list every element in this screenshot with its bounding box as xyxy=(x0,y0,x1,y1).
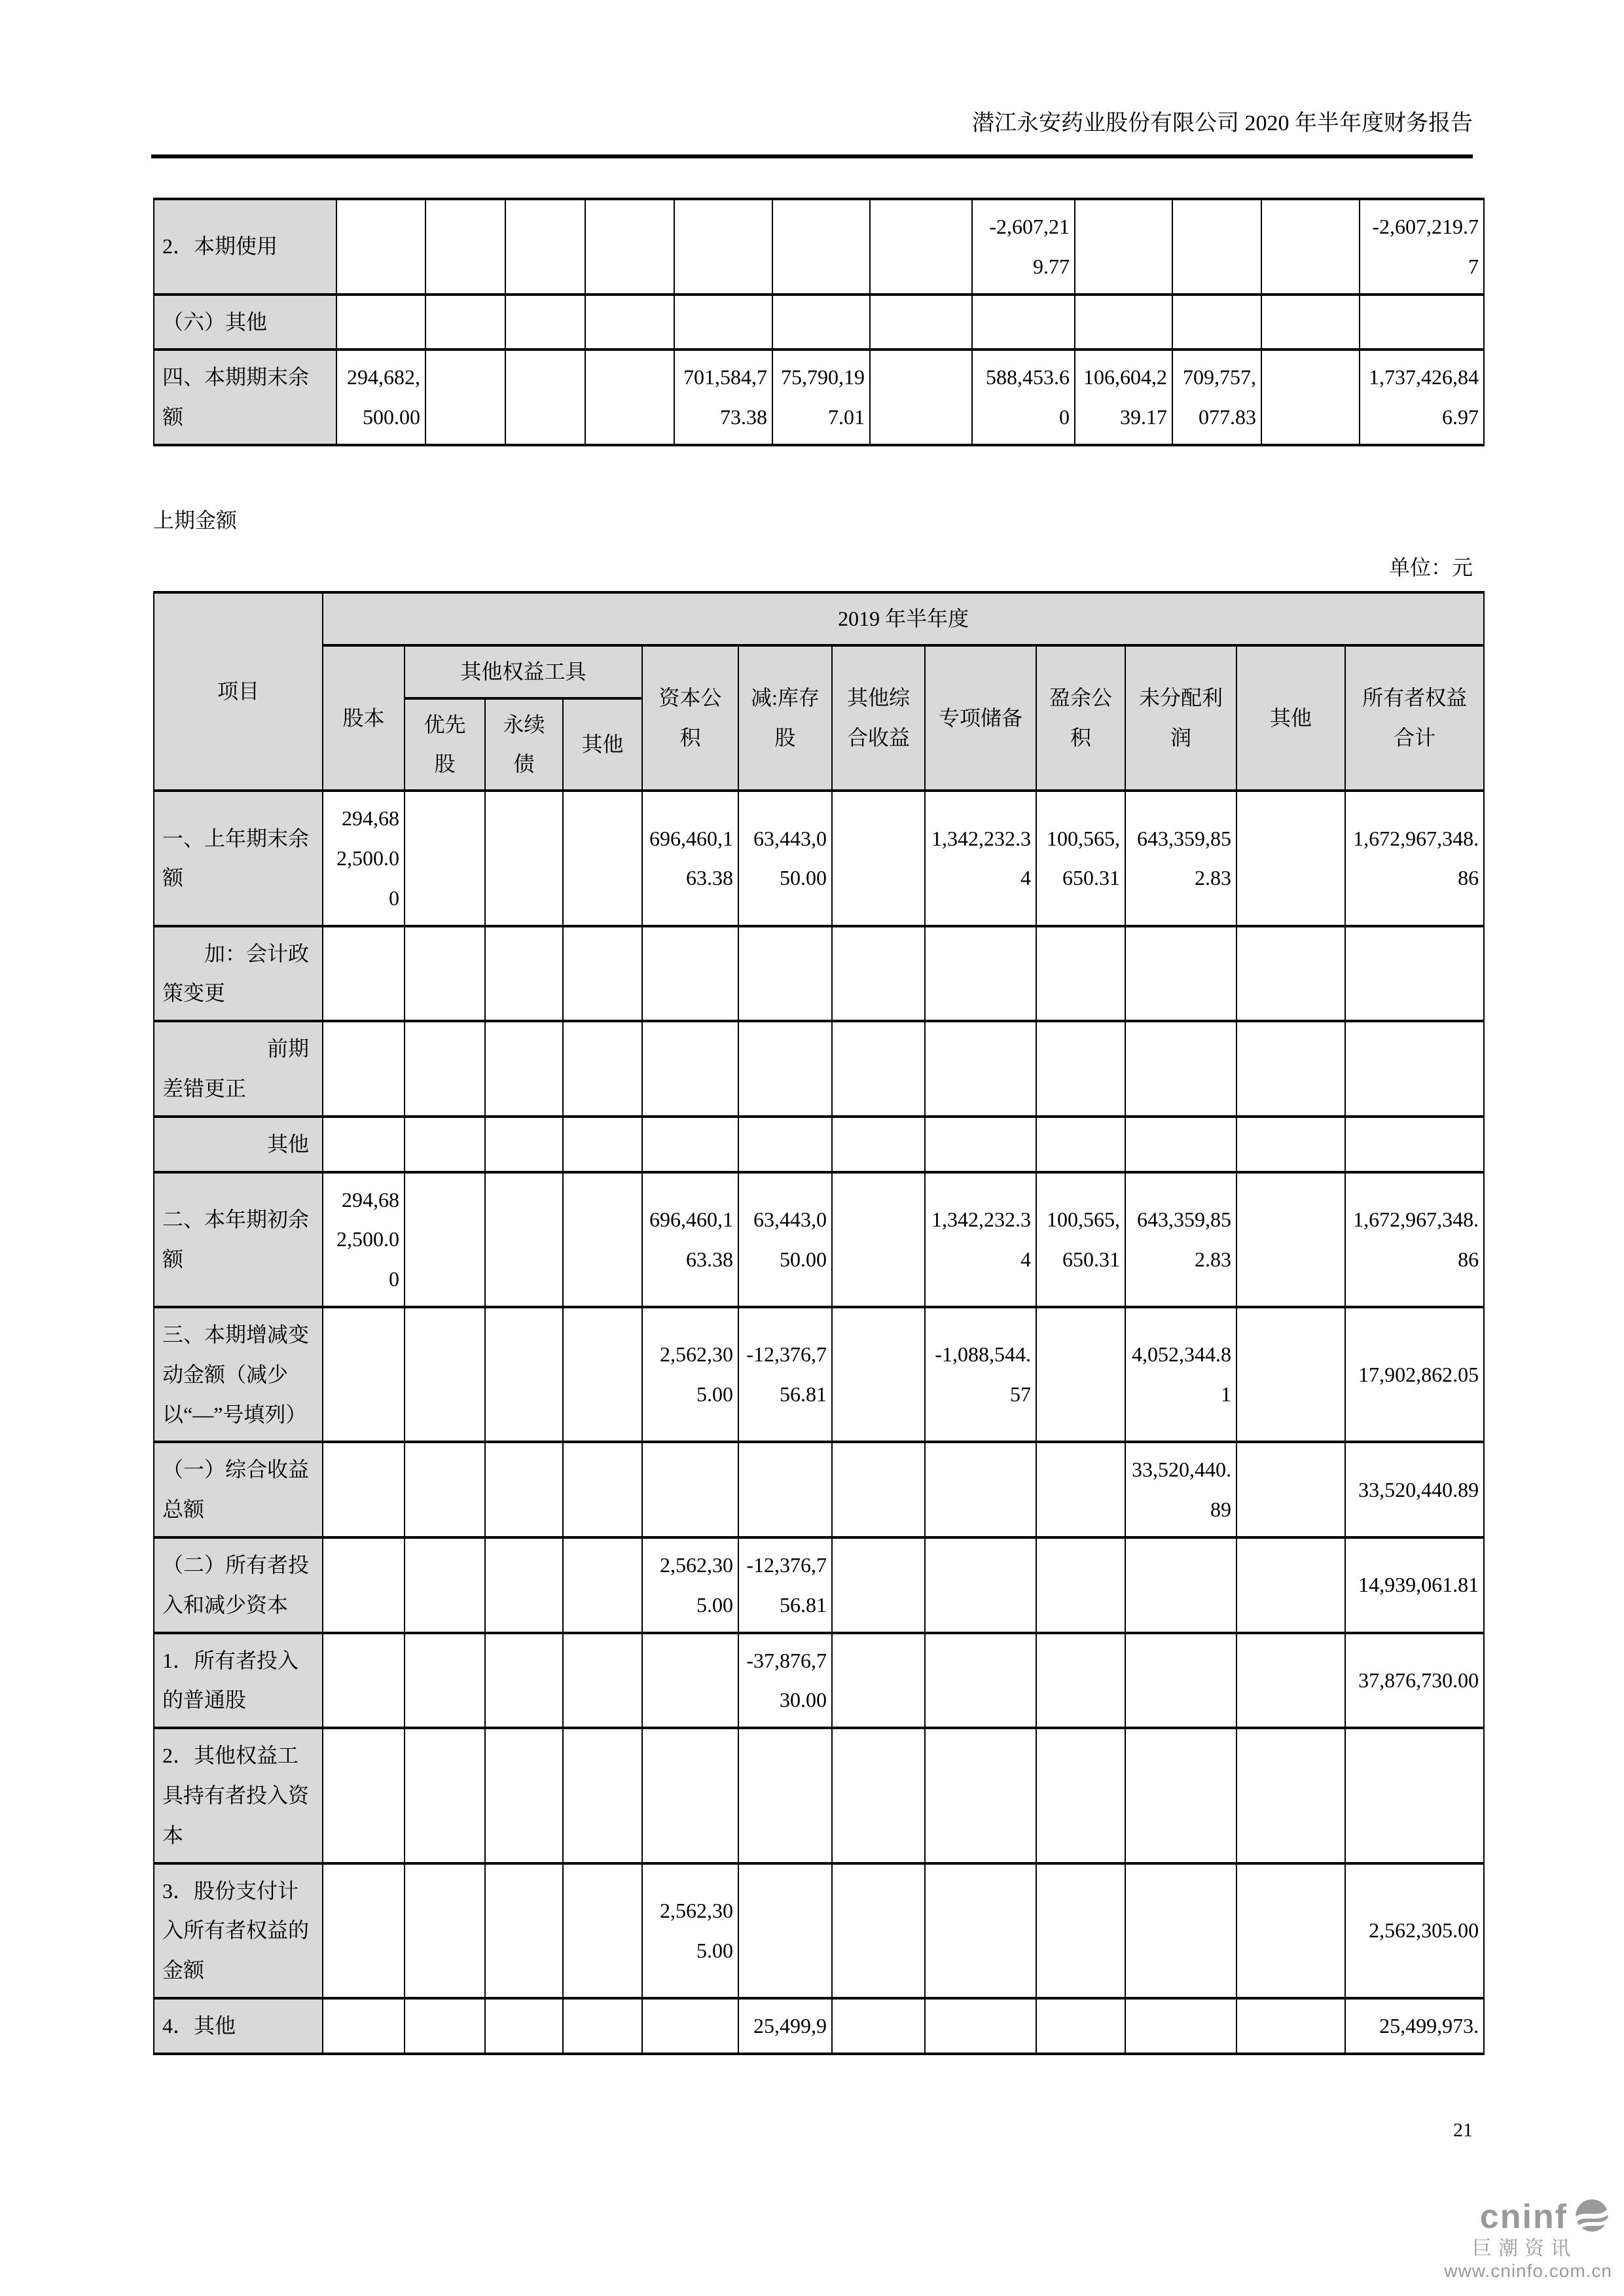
value-cell xyxy=(642,1728,738,1863)
value-cell xyxy=(405,1863,485,1998)
value-cell xyxy=(323,1307,405,1442)
value-cell xyxy=(772,199,870,295)
value-cell xyxy=(832,1117,925,1172)
value-cell xyxy=(563,1442,642,1537)
value-cell xyxy=(1125,1021,1236,1117)
value-cell xyxy=(1345,1021,1484,1117)
prior-period-table xyxy=(153,591,1485,2055)
value-cell xyxy=(323,1442,405,1537)
value-cell: 25,499,9 xyxy=(738,1998,832,2054)
current-period-table-continuation xyxy=(153,198,1485,446)
row-label-cell: 加：会计政策变更 xyxy=(154,926,323,1022)
value-cell xyxy=(925,1863,1036,1998)
value-cell xyxy=(1036,1442,1125,1537)
value-cell xyxy=(405,1172,485,1307)
value-cell xyxy=(1075,295,1172,350)
value-cell xyxy=(674,295,772,350)
value-cell xyxy=(1236,1021,1345,1117)
header-cell-special-reserve: 专项储备 xyxy=(925,645,1036,791)
table-row xyxy=(154,1633,1484,1729)
value-cell xyxy=(425,199,505,295)
header-cell-other: 其他 xyxy=(1236,645,1345,791)
value-cell xyxy=(1036,1117,1125,1172)
value-cell xyxy=(925,1117,1036,1172)
value-cell xyxy=(1036,926,1125,1022)
row-label-cell: 4．其他 xyxy=(154,1998,323,2054)
value-cell: 2,562,305.00 xyxy=(1345,1863,1484,1998)
value-cell xyxy=(925,1633,1036,1729)
header-cell-item: 项目 xyxy=(154,592,323,791)
value-cell xyxy=(674,199,772,295)
value-cell xyxy=(505,199,585,295)
value-cell xyxy=(925,1728,1036,1863)
value-cell xyxy=(425,295,505,350)
row-label-cell: （六）其他 xyxy=(154,295,336,350)
header-cell-other-equity-instruments: 其他权益工具 xyxy=(405,645,642,698)
value-cell xyxy=(1125,1633,1236,1729)
table-row xyxy=(154,1863,1484,1998)
value-cell xyxy=(323,1728,405,1863)
value-cell xyxy=(485,1633,563,1729)
value-cell: 696,460,163.38 xyxy=(642,1172,738,1307)
value-cell xyxy=(1236,1117,1345,1172)
value-cell: 701,584,773.38 xyxy=(674,350,772,445)
value-cell xyxy=(563,1307,642,1442)
value-cell xyxy=(832,1021,925,1117)
value-cell: 4,052,344.81 xyxy=(1125,1307,1236,1442)
value-cell xyxy=(832,1537,925,1633)
value-cell xyxy=(485,1863,563,1998)
row-label-cell: 二、本年期初余额 xyxy=(154,1172,323,1307)
value-cell xyxy=(563,1998,642,2054)
value-cell: -12,376,756.81 xyxy=(738,1537,832,1633)
page-title: 潜江永安药业股份有限公司 2020 年半年度财务报告 xyxy=(972,111,1473,135)
value-cell: 33,520,440.89 xyxy=(1125,1442,1236,1537)
value-cell xyxy=(563,1172,642,1307)
table-row xyxy=(154,1117,1484,1172)
value-cell xyxy=(1236,791,1345,925)
value-cell xyxy=(1345,1728,1484,1863)
value-cell: 37,876,730.00 xyxy=(1345,1633,1484,1729)
header-cell-surplus-reserve: 盈余公积 xyxy=(1036,645,1125,791)
table-row xyxy=(154,1172,1484,1307)
value-cell xyxy=(563,1863,642,1998)
value-cell xyxy=(1360,295,1484,350)
value-cell xyxy=(642,1021,738,1117)
value-cell xyxy=(1125,1728,1236,1863)
table-row xyxy=(154,1537,1484,1633)
value-cell xyxy=(563,1728,642,1863)
table-row xyxy=(154,791,1484,925)
header-cell-perpetual-bonds: 永续债 xyxy=(485,698,563,791)
value-cell xyxy=(925,1537,1036,1633)
value-cell xyxy=(738,1442,832,1537)
page-number: 21 xyxy=(1453,2119,1473,2141)
cninfo-swoosh-icon xyxy=(1572,2197,1612,2238)
value-cell xyxy=(323,1998,405,2054)
table-row xyxy=(154,1021,1484,1117)
header-cell-less-treasury-stock: 减:库存股 xyxy=(738,645,832,791)
value-cell xyxy=(832,1863,925,1998)
value-cell xyxy=(485,1537,563,1633)
cninfo-url: www.cninfo.com.cn xyxy=(1444,2260,1612,2281)
value-cell xyxy=(485,926,563,1022)
value-cell xyxy=(323,1537,405,1633)
value-cell xyxy=(405,1117,485,1172)
value-cell: 2,562,305.00 xyxy=(642,1863,738,1998)
value-cell xyxy=(832,1728,925,1863)
value-cell: 17,902,862.05 xyxy=(1345,1307,1484,1442)
value-cell: 106,604,239.17 xyxy=(1075,350,1172,445)
value-cell xyxy=(738,1728,832,1863)
value-cell: 294,682,500.00 xyxy=(323,1172,405,1307)
value-cell xyxy=(485,1728,563,1863)
value-cell xyxy=(832,926,925,1022)
value-cell: 588,453.60 xyxy=(972,350,1075,445)
value-cell: -37,876,730.00 xyxy=(738,1633,832,1729)
value-cell xyxy=(336,199,425,295)
value-cell xyxy=(1036,1633,1125,1729)
value-cell xyxy=(485,1998,563,2054)
value-cell xyxy=(405,791,485,925)
value-cell xyxy=(405,1021,485,1117)
value-cell xyxy=(1036,1537,1125,1633)
table-row xyxy=(154,1998,1484,2054)
value-cell: 294,682,500.00 xyxy=(323,791,405,925)
value-cell xyxy=(336,295,425,350)
value-cell xyxy=(323,1633,405,1729)
value-cell xyxy=(405,1307,485,1442)
row-label-cell: 前期差错更正 xyxy=(154,1021,323,1117)
value-cell xyxy=(563,1117,642,1172)
header-cell-preferred-shares: 优先股 xyxy=(405,698,485,791)
cninfo-chinese-name: 巨潮资讯 xyxy=(1472,2238,1577,2260)
table-row xyxy=(154,1442,1484,1537)
value-cell xyxy=(738,1117,832,1172)
value-cell xyxy=(925,926,1036,1022)
value-cell xyxy=(1125,1863,1236,1998)
value-cell xyxy=(832,1172,925,1307)
value-cell xyxy=(832,791,925,925)
value-cell xyxy=(405,1998,485,2054)
value-cell xyxy=(1345,926,1484,1022)
value-cell xyxy=(972,295,1075,350)
row-label-cell: 2．本期使用 xyxy=(154,199,336,295)
value-cell: 63,443,050.00 xyxy=(738,1172,832,1307)
value-cell xyxy=(405,1537,485,1633)
value-cell xyxy=(1125,926,1236,1022)
value-cell: 1,672,967,348.86 xyxy=(1345,1172,1484,1307)
value-cell xyxy=(485,791,563,925)
value-cell xyxy=(642,1442,738,1537)
value-cell xyxy=(563,1633,642,1729)
header-cell-period: 2019 年半年度 xyxy=(323,592,1484,645)
value-cell xyxy=(1236,1307,1345,1442)
value-cell xyxy=(738,1021,832,1117)
value-cell xyxy=(642,926,738,1022)
value-cell xyxy=(485,1442,563,1537)
value-cell xyxy=(1236,1633,1345,1729)
value-cell xyxy=(485,1172,563,1307)
value-cell xyxy=(1036,1307,1125,1442)
header-cell-other-comprehensive-income: 其他综合收益 xyxy=(832,645,925,791)
value-cell xyxy=(505,295,585,350)
value-cell: 1,342,232.34 xyxy=(925,791,1036,925)
table-row xyxy=(154,199,1484,295)
table-row xyxy=(154,926,1484,1022)
value-cell xyxy=(832,1442,925,1537)
prior-period-section-label: 上期金额 xyxy=(153,509,238,532)
value-cell: 2,562,305.00 xyxy=(642,1537,738,1633)
value-cell: -1,088,544.57 xyxy=(925,1307,1036,1442)
value-cell xyxy=(563,926,642,1022)
value-cell: 294,682,500.00 xyxy=(336,350,425,445)
value-cell xyxy=(832,1998,925,2054)
value-cell xyxy=(1075,199,1172,295)
value-cell: 63,443,050.00 xyxy=(738,791,832,925)
row-label-cell: （二）所有者投入和减少资本 xyxy=(154,1537,323,1633)
value-cell xyxy=(585,350,674,445)
value-cell xyxy=(642,1998,738,2054)
value-cell: 1,342,232.34 xyxy=(925,1172,1036,1307)
value-cell xyxy=(563,1537,642,1633)
value-cell xyxy=(1236,1863,1345,1998)
value-cell xyxy=(870,350,972,445)
value-cell xyxy=(1036,1998,1125,2054)
value-cell xyxy=(1172,295,1261,350)
value-cell xyxy=(485,1021,563,1117)
value-cell xyxy=(1236,1442,1345,1537)
value-cell xyxy=(1172,199,1261,295)
header-rule xyxy=(151,154,1473,158)
value-cell xyxy=(642,1633,738,1729)
value-cell xyxy=(485,1117,563,1172)
header-cell-undistributed-profit: 未分配利润 xyxy=(1125,645,1236,791)
value-cell xyxy=(1036,1728,1125,1863)
value-cell: 100,565,650.31 xyxy=(1036,1172,1125,1307)
row-label-cell: 1．所有者投入的普通股 xyxy=(154,1633,323,1729)
value-cell xyxy=(1125,1537,1236,1633)
value-cell xyxy=(405,1633,485,1729)
value-cell xyxy=(642,1117,738,1172)
value-cell xyxy=(323,1021,405,1117)
value-cell xyxy=(405,926,485,1022)
value-cell xyxy=(563,791,642,925)
value-cell xyxy=(405,1728,485,1863)
value-cell xyxy=(1125,1117,1236,1172)
value-cell xyxy=(485,1307,563,1442)
unit-label: 单位：元 xyxy=(1388,556,1473,579)
value-cell: 1,737,426,846.97 xyxy=(1360,350,1484,445)
value-cell xyxy=(323,1117,405,1172)
value-cell xyxy=(1236,1537,1345,1633)
value-cell xyxy=(405,1442,485,1537)
value-cell: 14,939,061.81 xyxy=(1345,1537,1484,1633)
value-cell xyxy=(323,926,405,1022)
value-cell xyxy=(832,1633,925,1729)
value-cell xyxy=(925,1442,1036,1537)
value-cell xyxy=(870,199,972,295)
value-cell xyxy=(925,1021,1036,1117)
value-cell: 643,359,852.83 xyxy=(1125,1172,1236,1307)
value-cell xyxy=(1345,1117,1484,1172)
value-cell xyxy=(1036,1021,1125,1117)
table-row xyxy=(154,1728,1484,1863)
row-label-cell: 四、本期期末余额 xyxy=(154,350,336,445)
value-cell: 1,672,967,348.86 xyxy=(1345,791,1484,925)
value-cell: 100,565,650.31 xyxy=(1036,791,1125,925)
value-cell xyxy=(1236,1172,1345,1307)
row-label-cell: 三、本期增减变动金额（减少以“—”号填列） xyxy=(154,1307,323,1442)
value-cell xyxy=(1236,1998,1345,2054)
table-row xyxy=(154,350,1484,445)
value-cell: 709,757,077.83 xyxy=(1172,350,1261,445)
value-cell xyxy=(772,295,870,350)
table-header-row-1 xyxy=(154,592,1484,645)
header-cell-share-capital: 股本 xyxy=(323,645,405,791)
value-cell xyxy=(585,199,674,295)
value-cell: 75,790,197.01 xyxy=(772,350,870,445)
value-cell xyxy=(323,1863,405,1998)
value-cell xyxy=(1261,350,1360,445)
value-cell xyxy=(1261,199,1360,295)
row-label-cell: 其他 xyxy=(154,1117,323,1172)
row-label-cell: 一、上年期末余额 xyxy=(154,791,323,925)
value-cell xyxy=(738,926,832,1022)
value-cell xyxy=(925,1998,1036,2054)
value-cell xyxy=(1236,926,1345,1022)
value-cell xyxy=(1125,1998,1236,2054)
value-cell xyxy=(870,295,972,350)
value-cell xyxy=(738,1863,832,1998)
value-cell xyxy=(425,350,505,445)
cninfo-logo xyxy=(1318,2197,1612,2282)
value-cell xyxy=(1261,295,1360,350)
table-row xyxy=(154,295,1484,350)
value-cell: -12,376,756.81 xyxy=(738,1307,832,1442)
row-label-cell: 3．股份支付计入所有者权益的金额 xyxy=(154,1863,323,1998)
cninfo-brand-text: cninf xyxy=(1479,2197,1568,2236)
value-cell: -2,607,219.77 xyxy=(1360,199,1484,295)
value-cell: -2,607,219.77 xyxy=(972,199,1075,295)
header-cell-capital-reserve: 资本公积 xyxy=(642,645,738,791)
table-header-row-2 xyxy=(154,645,1484,698)
value-cell: 2,562,305.00 xyxy=(642,1307,738,1442)
header-cell-other-instrument: 其他 xyxy=(563,698,642,791)
row-label-cell: （一）综合收益总额 xyxy=(154,1442,323,1537)
table-row xyxy=(154,1307,1484,1442)
value-cell xyxy=(505,350,585,445)
value-cell: 696,460,163.38 xyxy=(642,791,738,925)
value-cell xyxy=(563,1021,642,1117)
row-label-cell: 2．其他权益工具持有者投入资本 xyxy=(154,1728,323,1863)
value-cell xyxy=(585,295,674,350)
value-cell xyxy=(1036,1863,1125,1998)
value-cell: 643,359,852.83 xyxy=(1125,791,1236,925)
value-cell: 25,499,973. xyxy=(1345,1998,1484,2054)
value-cell: 33,520,440.89 xyxy=(1345,1442,1484,1537)
header-cell-total-owners-equity: 所有者权益合计 xyxy=(1345,645,1484,791)
value-cell xyxy=(1236,1728,1345,1863)
value-cell xyxy=(832,1307,925,1442)
